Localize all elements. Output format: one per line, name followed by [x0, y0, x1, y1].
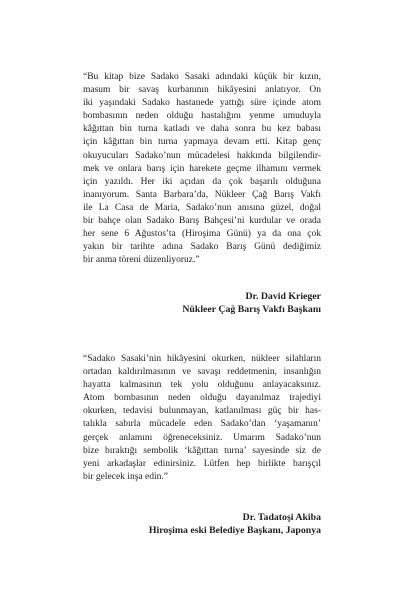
quote-line: gerçek anlamını öğreneceksiniz. Umarım Sadako’nun [83, 432, 321, 443]
quote-line: bir bahçe olan Sadako Barış Bahçesi’ni kurdular ve orada [83, 216, 321, 227]
author-name: Dr. David Krieger [245, 291, 321, 302]
quote-line: ile La Casa de Maria, Sadako’nun anısına güzel, doğal [83, 202, 321, 213]
quote-akiba [83, 353, 321, 484]
quote-line: bombasının neden olduğu hastalığını yenme umuduyla [83, 111, 321, 122]
author-affiliation: Hiroşima eski Belediye Başkanı, Japonya [148, 525, 321, 537]
quote-line: “Bu kitap bize Sadako Sasaki adındaki küçük bir kızın, [83, 72, 321, 82]
quote-line: inanıyorum. Santa Barbara’da, Nükleer Çağ Barış Vakfı [83, 189, 321, 200]
quote-line: yakın bir tarihte adına Sadako Barış Günü dediğimiz [83, 242, 321, 253]
attribution-akiba [149, 511, 321, 538]
quote-line: bir gelecek inşa edin.” [83, 471, 168, 482]
quote-line: için yazıldı. Her iki açıdan da çok başarılı olduğuna [83, 176, 321, 187]
quote-line: hayatta kalmasının tek yolu olduğunu anlayacaksınız. [83, 380, 321, 391]
quote-line: talıkla sabırla mücadele eden Sadako’dan ‘yaşamanın’ [83, 419, 321, 430]
quote-krieger [83, 71, 321, 267]
quote-line: her sene 6 Ağustos’ta (Hiroşima Günü) ya da ona çok [83, 229, 321, 240]
quote-line: Atom bombasının neden olduğu dayanılmaz trajediyi [83, 393, 321, 404]
quote-line: okuyucuları Sadako’nun mücadelesi hakkında bilgilendir- [83, 150, 321, 161]
quote-line: bize bıraktığı sembolik ‘kâğıttan turna’ sayesinde siz de [83, 445, 321, 456]
quote-line: yeni arkadaşlar edinirsiniz. Lütfen hep birlikte barışçıl [83, 458, 321, 469]
quote-line: “Sadako Sasaki’nin hikâyesini okurken, nükleer silahların [83, 354, 321, 364]
attribution-krieger [182, 290, 321, 317]
quote-line: iki yaşındaki Sadako hastanede yattığı süre içinde atom [83, 98, 321, 109]
quote-line: bir anma töreni düzenliyoruz.” [83, 255, 200, 266]
quote-line: okurken, tedavisi bulunmayan, katlanılması güç bir has- [83, 406, 321, 417]
quote-line: için kâğıttan bin turna yapmaya devam etti. Kitap genç [83, 137, 321, 148]
quote-line: masum bir savaş kurbanının hikâyesini anlatıyor. On [83, 85, 321, 96]
author-name: Dr. Tadatoşi Akiba [242, 512, 321, 523]
quote-line: kâğıttan bin turna katladı ve daha sonra bu kez babası [83, 124, 321, 135]
quote-line: mek ve onlara barış için harekete geçme ilhamını vermek [83, 163, 321, 174]
author-affiliation: Nükleer Çağ Barış Vakfı Başkanı [182, 304, 321, 316]
quote-line: ortadan kaldırılmasının ve savaşı reddetmenin, insanlığın [83, 367, 321, 378]
